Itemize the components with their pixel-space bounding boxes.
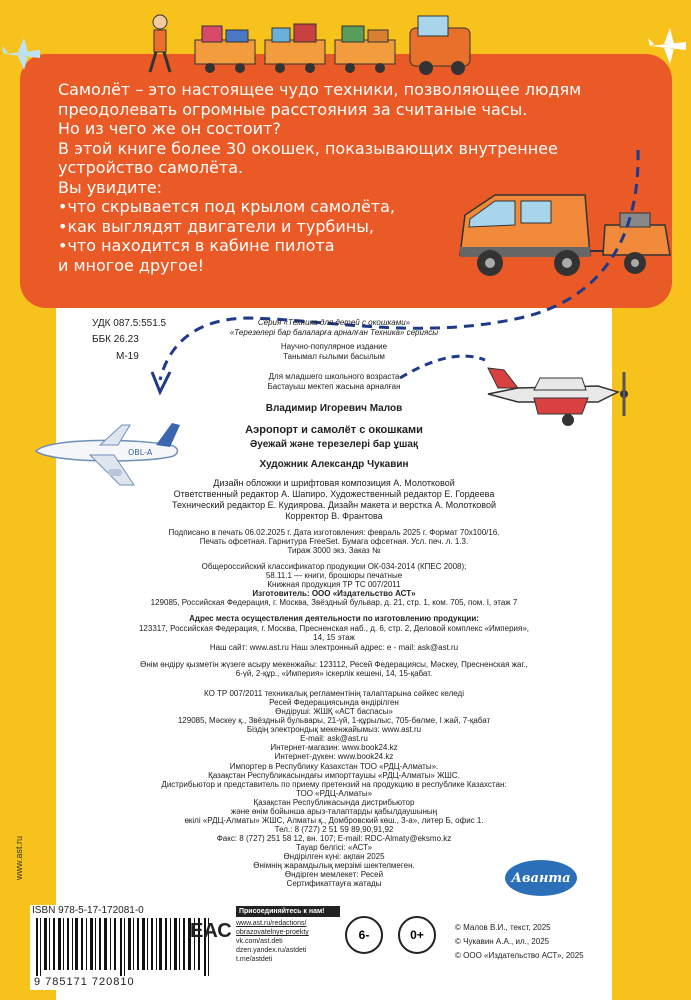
age-mark-6: 6- <box>345 916 383 954</box>
series-line: Серия «Техника для детей с окошками» <box>257 318 411 327</box>
intro-line: преодолевать огромные расстояния за считаные часы. <box>58 99 528 119</box>
kz-info-line: Тауар белгісі: «АСТ» <box>295 843 373 852</box>
plane-livery-label: OBL-A <box>128 448 153 457</box>
kz-info-line: Қазақстан Республикасында дистрибьютор <box>253 798 415 807</box>
kz-info-line: Интернет-магазин: www.book24.kz <box>270 743 398 752</box>
kz-info-line: Біздің электрондық мекенжайымыз: www.ast.ru <box>246 725 422 734</box>
maker-address: 129085, Российская Федерация, г. Москва, Звёздный бульвар, д. 21, стр. 1, ком. 705, пом. I, этаж 7 <box>150 598 518 607</box>
edition-line: Танымал ғылыми басылым <box>283 352 385 361</box>
kz-info-line: Импортер в Республику Казахстан ТОО «РДЦ-Алматы». <box>229 762 439 771</box>
kz-info-line: КО ТР 007/2011 техникалық регламентінің талаптарына сәйкес келеді <box>204 689 464 698</box>
kz-info-line: Өндіруші: ЖШҚ «АСТ баспасы» <box>275 707 393 716</box>
author-mark: М-19 <box>116 351 139 362</box>
book-title-kz: Әуежай және терезелері бар ұшақ <box>250 439 418 450</box>
propeller-plane-illustration <box>478 358 638 438</box>
isbn-number: ISBN 978-5-17-172081-0 <box>32 905 144 916</box>
kz-info-line: E-mail: ask@ast.ru <box>300 734 368 743</box>
kz-info-line: өкілі «РДЦ-Алматы» ЖШС, Алматы қ., Домбровский көш., 3-а», литер Б, офис 1. <box>184 816 484 825</box>
artist-name: Художник Александр Чукавин <box>259 459 409 470</box>
kz-info-line: Факс: 8 (727) 251 58 12, вн. 107; E-mail: RDC-Almaty@eksmo.kz <box>216 834 452 843</box>
intro-line: устройство самолёта. <box>58 158 244 177</box>
barcode-number: 9 785171 720810 <box>34 976 135 988</box>
series-line: «Терезелері бар балаларға арналған Техника» сериясы <box>229 328 439 337</box>
social-link-telegram[interactable]: t.me/astdeti <box>236 956 273 963</box>
bbk-code: ББК 26.23 <box>92 334 139 345</box>
kz-info-line: Өнімнің жарамдылық мерзімі шектелмеген. <box>253 861 415 870</box>
passenger-jet-illustration <box>30 415 185 490</box>
age-mark-0: 0+ <box>398 916 436 954</box>
udk-code: УДК 087.5:551.5 <box>92 318 167 329</box>
copyright-line: © ООО «Издательство АСТ», 2025 <box>455 951 584 960</box>
classifier-line: 58.11.1 — книги, брошюры печатные <box>265 571 403 580</box>
kz-info-line: Өндірілген күні: ақпан 2025 <box>283 852 385 861</box>
author-name: Владимир Игоревич Малов <box>265 403 403 414</box>
print-line: Подписано в печать 06.02.2025 г. Дата изготовления: февраль 2025 г. Формат 70х100/16. <box>168 528 500 537</box>
print-line: Тираж 3000 экз. Заказ № <box>287 546 381 555</box>
intro-line: Вы увидите: <box>58 177 163 197</box>
copyright-line: © Чукавин А.А., ил., 2025 <box>455 937 550 946</box>
kz-info-line: ТОО «РДЦ-Алматы» <box>295 789 373 798</box>
kz-info-line: Қазақстан Республикасындағы импорттаушы «РДЦ-Алматы» ЖШС. <box>208 771 460 780</box>
intro-line: В этой книге более 30 окошек, показывающих внутреннее <box>58 138 558 158</box>
copyright-line: © Малов В.И., текст, 2025 <box>455 923 551 932</box>
barcode-graphic <box>34 918 214 976</box>
kz-address-line: Өнім өндіру қызметін жүзеге асыру мекенжайы: 123112, Ресей Федерациясы, Мәскеу, Пресненская жаг., <box>140 660 528 669</box>
social-panel-title: Присоединяйтесь к нам! <box>236 906 340 917</box>
age-line: Бастауыш мектеп жасына арналған <box>267 382 401 391</box>
credit-line: Корректор В. Франтова <box>285 511 383 521</box>
kz-info-line: және өнім бойынша арыз-талаптарды қабылдаушының <box>230 807 438 816</box>
social-link[interactable]: www.ast.ru/redactions/ <box>236 920 307 927</box>
place-line: Наш сайт: www.ast.ru Наш электронный адрес: e - mail: ask@ast.ru <box>209 643 459 652</box>
kz-address-line: 6-үй, 2-құр., «Империя» іскерлік кешені, 14, 15-қабат. <box>235 669 433 678</box>
social-link-vk[interactable]: vk.com/ast.deti <box>236 938 283 945</box>
print-line: Печать офсетная. Гарнитура FreeSet. Бумага офсетная. Усл. печ. л. 1.3. <box>199 537 469 546</box>
kz-info-line: Интернет-дүкен: www.book24.kz <box>274 752 394 761</box>
intro-line: и многое другое! <box>58 255 205 275</box>
credit-line: Дизайн обложки и шрифтовая композиция А. Молотковой <box>213 478 455 488</box>
social-link[interactable]: obrazovatelnye-proekty <box>236 929 309 936</box>
spine-url[interactable]: www.ast.ru <box>14 835 24 880</box>
social-links-panel <box>236 906 340 986</box>
intro-line: Самолёт – это настоящее чудо техники, позволяющее людям <box>58 80 582 99</box>
avanta-logo: Аванта <box>505 860 577 896</box>
intro-line: •что скрывается под крылом самолёта, <box>58 197 396 216</box>
kz-info-line: Өндірген мемлекет: Ресей <box>284 870 384 879</box>
place-label: Адрес места осуществления деятельности по изготовлению продукции: <box>189 614 479 623</box>
kz-info-line: 129085, Мәскеу қ., Звёздный бульвары, 21-үй, 1-құрылыс, 705-бөлме, I жай, 7-қабат <box>177 716 491 725</box>
place-line: 14, 15 этаж <box>313 633 355 642</box>
book-title-ru: Аэропорт и самолёт с окошками <box>245 424 423 436</box>
kz-info-line: Тел.: 8 (727) 2 51 59 89,90,91,92 <box>274 825 394 834</box>
kz-info-line: Ресей Федерациясында өндірілген <box>269 698 399 707</box>
maker-label: Изготовитель: ООО «Издательство АСТ» <box>252 589 416 598</box>
kz-info-line: Дистрибьютор и представитель по приему претензий на продукцию в республике Казахстан: <box>161 780 507 789</box>
place-line: 123317, Российская Федерация, г. Москва, Пресненская наб., д. 6, стр. 2, Деловой комплекс «Империя», <box>138 624 530 633</box>
kz-info-line: Сертификаттауға жатады <box>286 879 382 888</box>
credit-line: Ответственный редактор А. Шапиро. Художественный редактор Е. Гордеева <box>173 489 495 499</box>
eac-mark: ЕАС <box>190 920 232 942</box>
classifier-line: Общероссийский классификатор продукции ОК-034-2014 (КПЕС 2008); <box>201 562 467 571</box>
age-line: Для младшего школьного возраста <box>268 372 400 381</box>
intro-line: •что находится в кабине пилота <box>58 236 335 255</box>
intro-line: •как выглядят двигатели и турбины, <box>58 216 374 236</box>
intro-line: Но из чего же он состоит? <box>58 119 281 138</box>
edition-line: Научно-популярное издание <box>280 342 388 351</box>
social-link-dzen[interactable]: dzen.yandex.ru/astdeti <box>236 947 307 954</box>
credit-line: Технический редактор Е. Кудиярова. Дизайн макета и верстка А. Молотковой <box>171 500 497 510</box>
classifier-line: Книжная продукция ТР ТС 007/2011 <box>267 580 401 589</box>
